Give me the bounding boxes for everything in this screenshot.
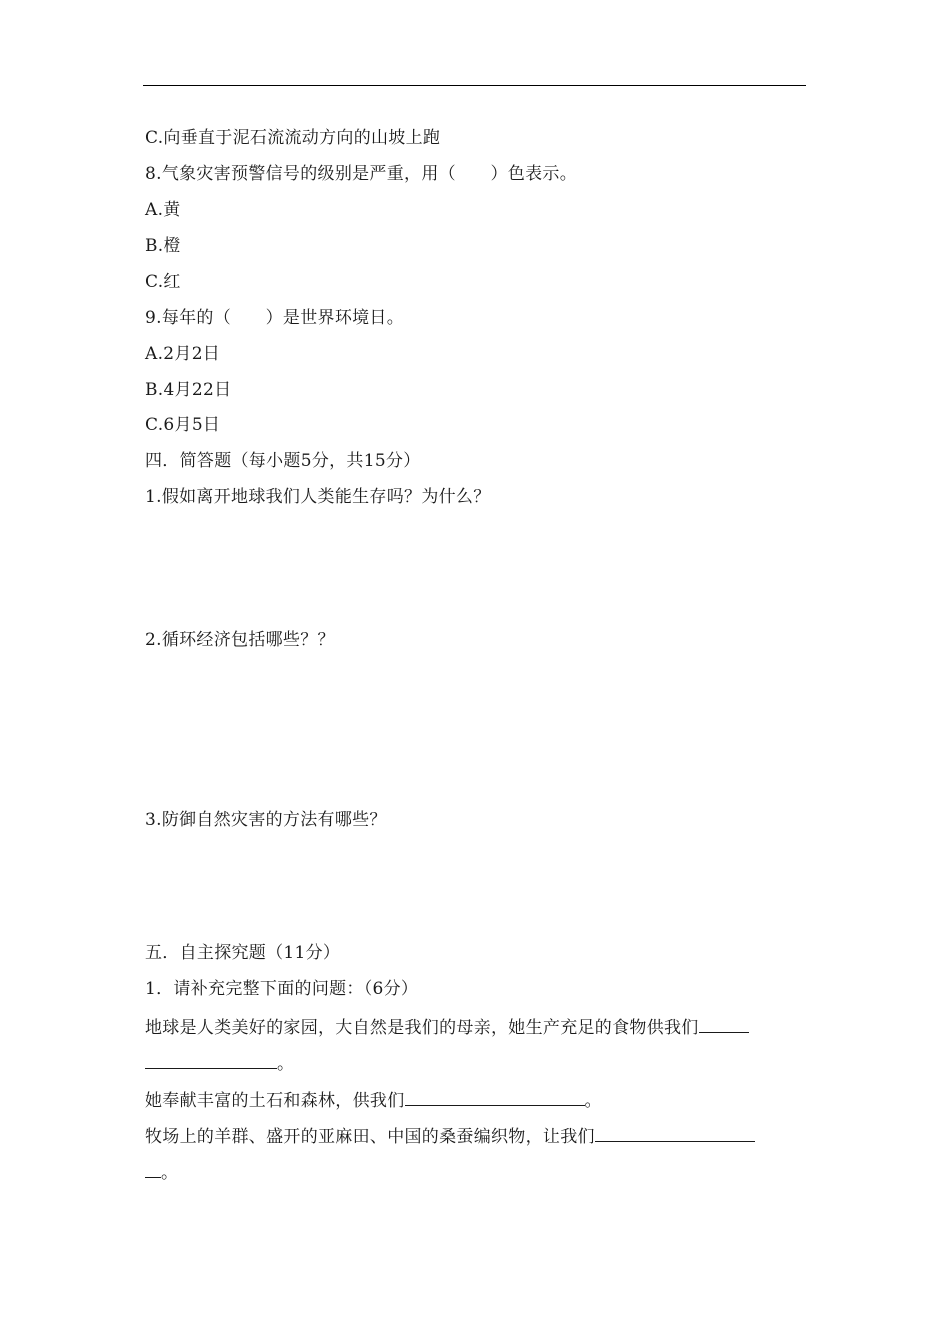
fill-line-1-text: 地球是人类美好的家园，大自然是我们的母亲，她生产充足的食物供我们 <box>145 1018 699 1038</box>
section4-question-2: 2.循环经济包括哪些？？ <box>145 630 335 650</box>
section5-question-1: 1．请补充完整下面的问题：（6分） <box>145 979 419 999</box>
fill-line-1 <box>145 1014 749 1040</box>
fill-line-3-continued <box>145 1159 178 1185</box>
section4-question-1: 1.假如离开地球我们人类能生存吗？为什么？ <box>145 487 491 507</box>
q9-option-a: A.2月2日 <box>145 344 221 364</box>
header-rule <box>143 85 806 86</box>
fill-line-1-continued <box>145 1050 294 1076</box>
answer-blank-3[interactable] <box>595 1123 755 1142</box>
q9-option-b: B.4月22日 <box>145 380 232 400</box>
answer-blank-3-continued[interactable] <box>145 1159 161 1178</box>
section5-heading: 五．自主探究题（11分） <box>145 943 341 963</box>
fill-line-1-end: 。 <box>277 1054 295 1074</box>
section4-question-3: 3.防御自然灾害的方法有哪些？ <box>145 810 387 830</box>
fill-line-3 <box>145 1123 755 1149</box>
q8-option-a: A.黄 <box>145 200 181 220</box>
answer-blank-1[interactable] <box>699 1014 749 1033</box>
q8-option-b: B.橙 <box>145 236 181 256</box>
answer-blank-2[interactable] <box>405 1087 585 1106</box>
fill-line-2 <box>145 1087 602 1113</box>
section4-heading: 四．简答题（每小题5分，共15分） <box>145 451 421 471</box>
q9-stem: 9.每年的（ ）是世界环境日。 <box>145 308 405 328</box>
q8-stem: 8.气象灾害预警信号的级别是严重，用（ ）色表示。 <box>145 164 578 184</box>
fill-line-2-end: 。 <box>584 1091 602 1111</box>
fill-line-2-text: 她奉献丰富的土石和森林，供我们 <box>145 1091 405 1111</box>
q7-option-c: C.向垂直于泥石流流动方向的山坡上跑 <box>145 128 441 148</box>
fill-line-3-end: 。 <box>161 1163 179 1183</box>
q8-option-c: C.红 <box>145 272 181 292</box>
fill-line-3-text: 牧场上的羊群、盛开的亚麻田、中国的桑蚕编织物，让我们 <box>145 1127 595 1147</box>
answer-blank-1-continued[interactable] <box>145 1050 277 1069</box>
q9-option-c: C.6月5日 <box>145 415 221 435</box>
